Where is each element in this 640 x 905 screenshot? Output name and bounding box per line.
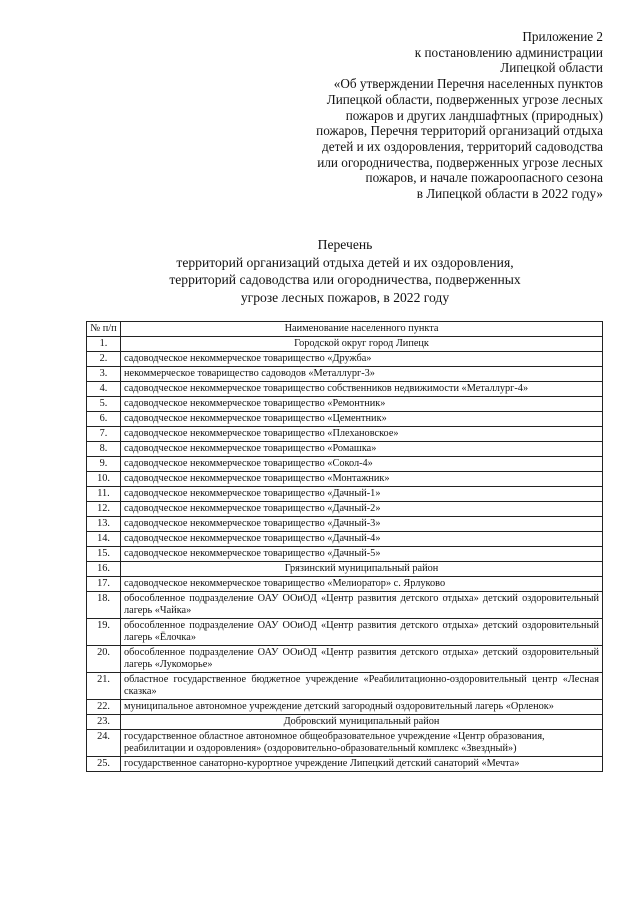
row-name: садоводческое некоммерческое товарищество «Дачный-4» (121, 532, 603, 547)
row-name: обособленное подразделение ОАУ ООиОД «Центр развития детского отдыха» детский оздоровительный лагерь «Лукоморье» (121, 646, 603, 673)
row-name: государственное санаторно-курортное учреждение Липецкий детский санаторий «Мечта» (121, 757, 603, 772)
appendix-line: в Липецкой области в 2022 году» (416, 186, 603, 202)
district-name: Грязинский муниципальный район (121, 562, 603, 577)
table-row (87, 442, 603, 457)
row-number: 20. (87, 646, 121, 673)
district-row (87, 562, 603, 577)
row-number: 10. (87, 472, 121, 487)
appendix-line: пожаров, Перечня территорий организаций отдыха (316, 123, 603, 139)
row-name: садоводческое некоммерческое товарищество «Монтажник» (121, 472, 603, 487)
row-name: садоводческое некоммерческое товарищество собственников недвижимости «Металлург-4» (121, 382, 603, 397)
row-name: садоводческое некоммерческое товарищество «Дачный-5» (121, 547, 603, 562)
row-name: садоводческое некоммерческое товарищество «Дачный-1» (121, 487, 603, 502)
row-number: 5. (87, 397, 121, 412)
district-name: Городской округ город Липецк (121, 337, 603, 352)
title-line: угрозе лесных пожаров, в 2022 году (240, 289, 450, 305)
row-number: 9. (87, 457, 121, 472)
table-row (87, 532, 603, 547)
table-row (87, 646, 603, 673)
row-name: садоводческое некоммерческое товарищество «Цементник» (121, 412, 603, 427)
row-name: областное государственное бюджетное учреждение «Реабилитационно-оздоровительный центр «Лесная сказка» (121, 673, 603, 700)
row-number: 11. (87, 487, 121, 502)
table-row (87, 619, 603, 646)
table-row (87, 517, 603, 532)
row-number: 2. (87, 352, 121, 367)
table-row (87, 457, 603, 472)
table-row (87, 700, 603, 715)
appendix-line: Липецкой области, подверженных угрозе лесных (326, 91, 603, 107)
appendix-line: Липецкой области (500, 60, 603, 76)
table-row (87, 502, 603, 517)
row-number: 25. (87, 757, 121, 772)
header-num: № п/п (87, 322, 121, 337)
table-header-row (87, 322, 603, 337)
table-row (87, 487, 603, 502)
table-row (87, 397, 603, 412)
table-row (87, 382, 603, 397)
table-row (87, 472, 603, 487)
row-number: 8. (87, 442, 121, 457)
row-name: садоводческое некоммерческое товарищество «Дачный-2» (121, 502, 603, 517)
row-name: обособленное подразделение ОАУ ООиОД «Центр развития детского отдыха» детский оздоровительный лагерь «Ёлочка» (121, 619, 603, 646)
appendix-line: или огородничества, подверженных угрозе лесных (317, 154, 603, 170)
row-number: 22. (87, 700, 121, 715)
district-name: Добровский муниципальный район (121, 715, 603, 730)
table-row (87, 427, 603, 442)
appendix-line: детей и их оздоровления, территорий садоводства (322, 138, 603, 154)
table-row (87, 757, 603, 772)
row-name: садоводческое некоммерческое товарищество «Ромашка» (121, 442, 603, 457)
row-name: садоводческое некоммерческое товарищество «Мелиоратор» с. Ярлуково (121, 577, 603, 592)
table-row (87, 592, 603, 619)
row-number: 12. (87, 502, 121, 517)
row-number: 3. (87, 367, 121, 382)
appendix-line: пожаров и других ландшафтных (природных) (345, 107, 603, 123)
row-number: 18. (87, 592, 121, 619)
row-number: 13. (87, 517, 121, 532)
title-line: территорий садоводства или огородничества, подверженных (169, 272, 521, 288)
appendix-header (243, 29, 603, 202)
table-row (87, 730, 603, 757)
row-number: 1. (87, 337, 121, 352)
row-number: 14. (87, 532, 121, 547)
row-name: садоводческое некоммерческое товарищество «Дачный-3» (121, 517, 603, 532)
row-name: садоводческое некоммерческое товарищество «Плехановское» (121, 427, 603, 442)
appendix-line: пожаров, и начале пожароопасного сезона (365, 170, 603, 186)
title-line: территорий организаций отдыха детей и их оздоровления, (176, 254, 514, 270)
table-row (87, 352, 603, 367)
district-row (87, 337, 603, 352)
appendix-line: Приложение 2 (522, 29, 603, 44)
row-number: 4. (87, 382, 121, 397)
row-name: садоводческое некоммерческое товарищество «Сокол-4» (121, 457, 603, 472)
row-number: 6. (87, 412, 121, 427)
row-name: садоводческое некоммерческое товарищество «Дружба» (121, 352, 603, 367)
row-name: государственное областное автономное общеобразовательное учреждение «Центр образования, реабилитации и оздоровления» (оздоровительно-образовательный комплекс «Звездный») (121, 730, 603, 757)
row-name: муниципальное автономное учреждение детский загородный оздоровительный лагерь «Орленок» (121, 700, 603, 715)
district-row (87, 715, 603, 730)
table-row (87, 412, 603, 427)
table-row (87, 367, 603, 382)
table-row (87, 547, 603, 562)
row-number: 15. (87, 547, 121, 562)
territories-table (86, 321, 603, 772)
appendix-line: «Об утверждении Перечня населенных пунктов (333, 76, 603, 92)
row-number: 17. (87, 577, 121, 592)
row-number: 19. (87, 619, 121, 646)
list-title (80, 236, 610, 306)
row-name: садоводческое некоммерческое товарищество «Ремонтник» (121, 397, 603, 412)
row-number: 21. (87, 673, 121, 700)
row-name: обособленное подразделение ОАУ ООиОД «Центр развития детского отдыха» детский оздоровительный лагерь «Чайка» (121, 592, 603, 619)
table-row (87, 577, 603, 592)
row-number: 24. (87, 730, 121, 757)
row-number: 7. (87, 427, 121, 442)
row-name: некоммерческое товарищество садоводов «Металлург-3» (121, 367, 603, 382)
appendix-line: к постановлению администрации (414, 44, 603, 60)
table-row (87, 673, 603, 700)
row-number: 16. (87, 562, 121, 577)
row-number: 23. (87, 715, 121, 730)
title-heading: Перечень (317, 237, 373, 252)
header-name: Наименование населенного пункта (121, 322, 603, 337)
